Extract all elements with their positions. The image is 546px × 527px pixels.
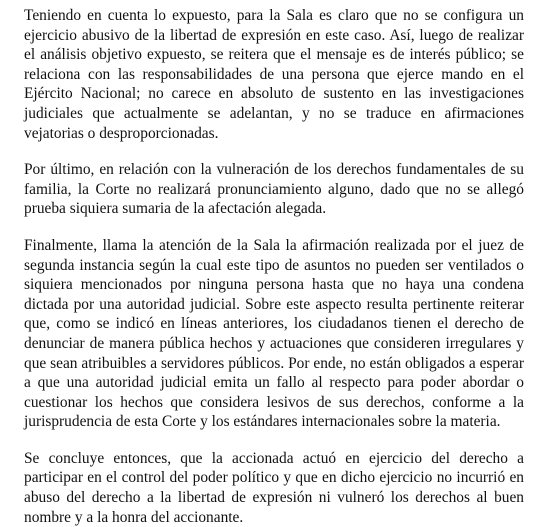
paragraph-3: Finalmente, llama la atención de la Sala la afirmación realizada por el juez de segunda instancia según la cual este tipo de asuntos no pueden ser ventilados o siquiera mencionados por ninguna persona hasta que no haya una condena dictada por una autoridad judicial. Sobre este aspecto resulta pertinente reiterar que, como se indicó en líneas anteriores, los ciudadanos tienen el derecho de denunciar de manera pública hechos y actuaciones que consideren irregulares y que sean atribuibles a servidores públicos. Por ende, no están obligados a esperar a que una autoridad judicial emita un fallo al respecto para poder abordar o cuestionar los hechos que considera lesivos de sus derechos, conforme a la jurisprudencia de esta Corte y los estándares internacionales sobre la materia. bbox=[24, 236, 524, 431]
paragraph-4: Se concluye entonces, que la accionada actuó en ejercicio del derecho a participar en el control del poder político y que en dicho ejercicio no incurrió en abuso del derecho a la libertad de expresión ni vulneró los derechos al buen nombre y a la honra del accionante. bbox=[24, 449, 524, 526]
paragraph-1: Teniendo en cuenta lo expuesto, para la Sala es claro que no se configura un ejercicio abusivo de la libertad de expresión en este caso. Así, luego de realizar el análisis objetivo expuesto, se reitera que el mensaje es de interés público; se relaciona con las responsabilidades de una persona que ejerce mando en el Ejército Nacional; no carece en absoluto de sustento en las investigaciones judiciales que actualmente se adelantan, y no se traduce en afirmaciones vejatorias o desproporcionadas. bbox=[24, 7, 524, 142]
paragraph-2: Por último, en relación con la vulneración de los derechos fundamentales de su familia, la Corte no realizará pronunciamiento alguno, dado que no se allegó prueba siquiera sumaria de la afectación alegada. bbox=[24, 161, 524, 218]
